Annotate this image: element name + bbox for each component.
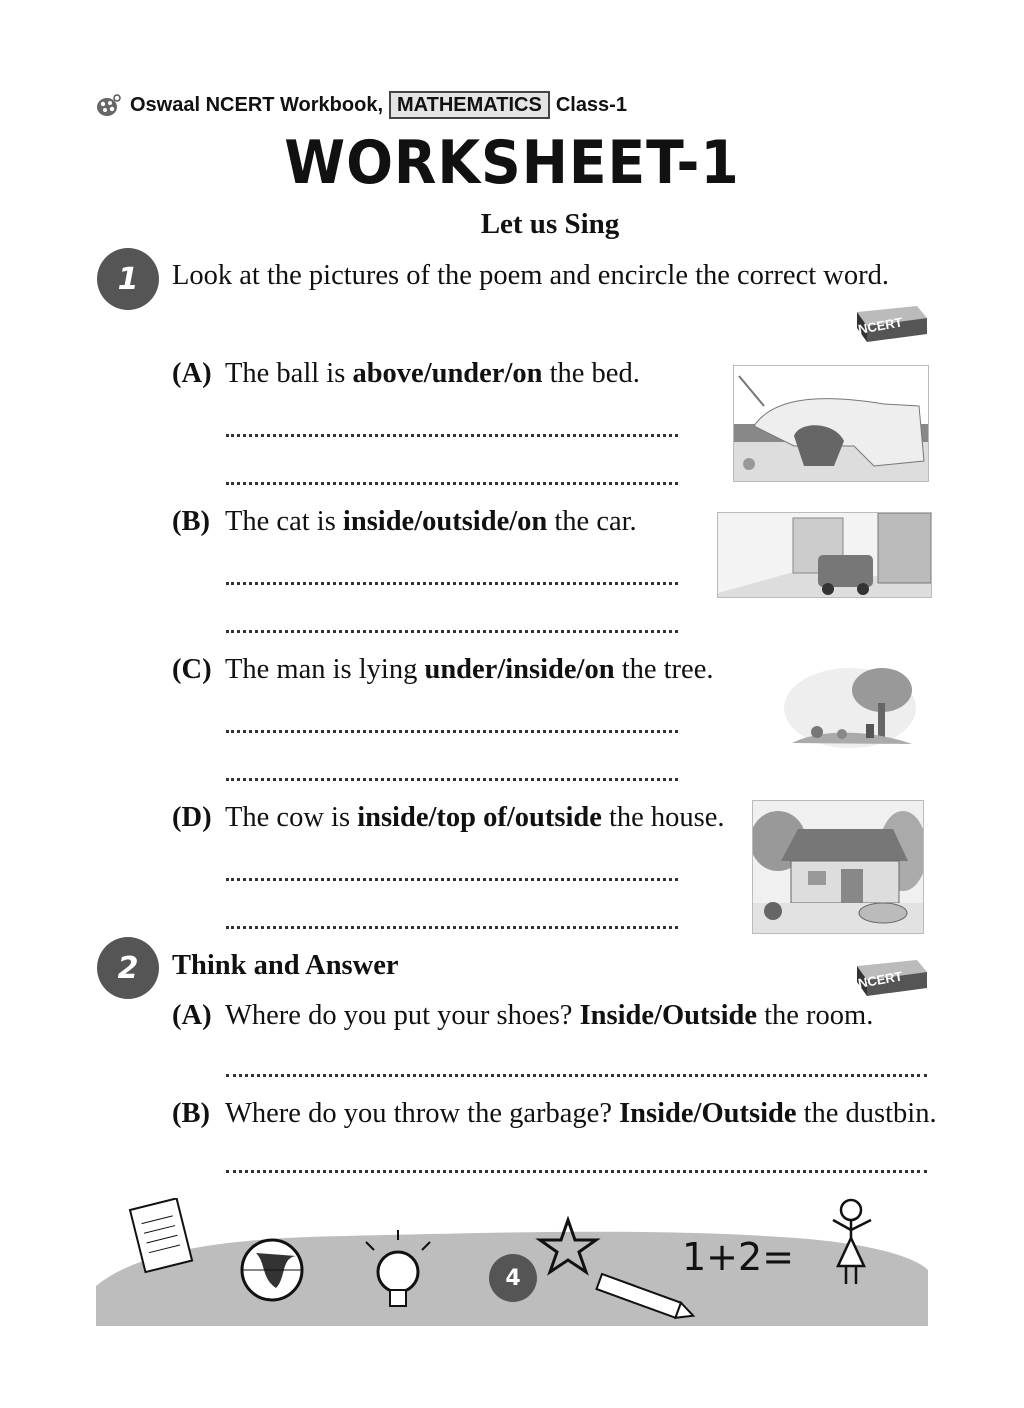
answer-line[interactable]: [226, 578, 678, 585]
item-pre-text: The cat is: [225, 506, 343, 537]
item-pre-text: The man is lying: [225, 654, 425, 685]
question-1c: [172, 654, 713, 686]
item-label: (A): [172, 1000, 212, 1031]
item-pre-text: Where do you put your shoes?: [225, 1000, 580, 1031]
question-1-number: 1: [97, 248, 159, 310]
item-pre-text: The cow is: [225, 802, 358, 833]
class-label: Class-1: [555, 93, 627, 116]
ncert-book-icon: [855, 950, 929, 998]
man-under-tree-picture: [782, 658, 918, 750]
question-1a: [172, 358, 640, 390]
item-options[interactable]: under/inside/on: [424, 654, 615, 685]
answer-line[interactable]: [226, 726, 678, 733]
question-1-text: Look at the pictures of the poem and encircle the correct word.: [172, 260, 889, 291]
cat-car-picture: [717, 512, 932, 598]
item-post-text: the car.: [547, 506, 637, 537]
item-post-text: the house.: [601, 802, 725, 833]
answer-line[interactable]: [226, 478, 678, 485]
book-header: [94, 90, 627, 120]
item-options[interactable]: Inside/Outside: [619, 1098, 797, 1129]
ball-under-bed-picture: [733, 365, 929, 482]
item-post-text: the room.: [756, 1000, 874, 1031]
answer-line[interactable]: [226, 1070, 927, 1077]
item-label: (B): [172, 506, 210, 537]
answer-line[interactable]: [226, 626, 678, 633]
item-post-text: the tree.: [614, 654, 714, 685]
globe-icon: [242, 1240, 302, 1300]
answer-line[interactable]: [226, 874, 678, 881]
ncert-badge-text: NCERT: [856, 968, 904, 991]
item-label: (B): [172, 1098, 210, 1129]
cow-house-picture: [752, 800, 924, 934]
item-label: (C): [172, 654, 212, 685]
item-options[interactable]: Inside/Outside: [579, 1000, 757, 1031]
math-doodle-text: 1+2=: [682, 1235, 795, 1279]
item-post-text: the dustbin.: [796, 1098, 937, 1129]
item-label: (A): [172, 358, 212, 389]
answer-line[interactable]: [226, 1166, 927, 1173]
question-2-text: Think and Answer: [172, 950, 399, 981]
item-post-text: the bed.: [542, 358, 640, 389]
book-title: Oswaal NCERT Workbook,: [130, 93, 384, 116]
worksheet-title: WORKSHEET-1: [284, 128, 740, 198]
question-2a: [172, 1000, 873, 1032]
answer-line[interactable]: [226, 922, 678, 929]
item-options[interactable]: above/under/on: [352, 358, 543, 389]
question-2b: [172, 1098, 937, 1130]
question-1d: [172, 802, 725, 834]
item-pre-text: The ball is: [225, 358, 353, 389]
answer-line[interactable]: [226, 774, 678, 781]
subject-label: MATHEMATICS: [389, 91, 550, 119]
item-options[interactable]: inside/top of/outside: [357, 802, 602, 833]
page-number: 4: [489, 1254, 537, 1302]
item-label: (D): [172, 802, 212, 833]
item-pre-text: Where do you throw the garbage?: [225, 1098, 620, 1129]
ladybug-logo-icon: [94, 91, 122, 119]
notepad-icon: [130, 1198, 192, 1272]
section-subtitle: Let us Sing: [480, 208, 620, 240]
question-1b: [172, 506, 637, 538]
ncert-book-icon: [855, 296, 929, 344]
question-2-number: 2: [97, 937, 159, 999]
answer-line[interactable]: [226, 430, 678, 437]
item-options[interactable]: inside/outside/on: [342, 506, 548, 537]
ncert-badge-text: NCERT: [856, 314, 904, 337]
